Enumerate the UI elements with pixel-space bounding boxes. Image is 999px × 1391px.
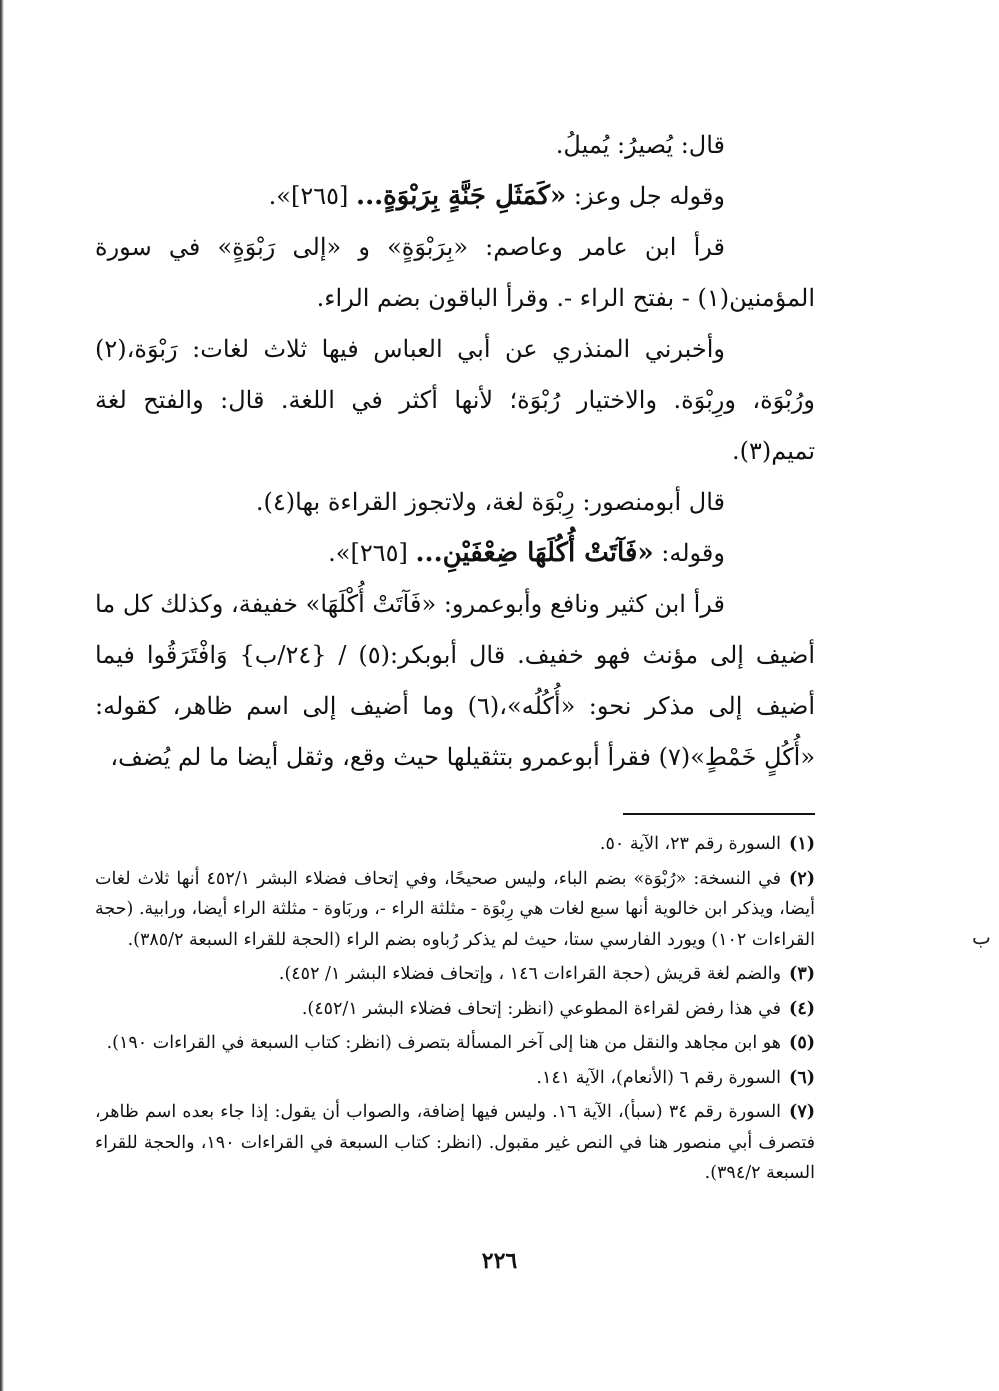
footnote-1 bbox=[95, 829, 815, 860]
quran-verse: «كَمَثَلِ جَنَّةٍ بِرَبْوَةٍ... bbox=[356, 181, 567, 211]
footnotes bbox=[95, 829, 815, 1189]
paragraph-2: وقوله جل وعز: «كَمَثَلِ جَنَّةٍ بِرَبْوَةٍ... [٢٦٥]». bbox=[268, 181, 725, 211]
footnote-number: (٢) bbox=[789, 868, 815, 889]
footnote-number: (٧) bbox=[789, 1102, 815, 1122]
paragraph-5: قال أبومنصور: رِبْوَة لغة، ولاتجوز القراءة بها(٤). bbox=[255, 488, 725, 516]
footnote-number: (٤) bbox=[789, 998, 815, 1019]
footnote-text: والضم لغة قريش (حجة القراءات ١٤٦ ، وإتحاف فضلاء البشر ١/ ٤٥٢). bbox=[278, 964, 782, 984]
paragraph-4: وأخبرني المنذري عن أبي العباس فيها ثلاث لغات: رَبْوَة،(٢) ورُبْوَة، ورِبْوَة. والاختيار رُبْوَة؛ لأنها أكثر في اللغة. قال: والفتح لغة تميم(٣). bbox=[95, 335, 815, 465]
quran-verse: «فَآتَتْ أُكُلَهَا ضِعْفَيْنِ... bbox=[415, 538, 654, 568]
footnote-text: السورة رقم ٣٤ (سبأ)، الآية ١٦. وليس فيها إضافة، والصواب أن يقول: إذا جاء بعده اسم ظاهر، فتصرف أبي منصور هنا في النص غير مقبول. (انظر: كتاب السبعة في القراءات ١٩٠، والحجة للقراء السبعة ٣٩٤/٢). bbox=[95, 1102, 815, 1183]
footnote-text: السورة رقم ٦ (الأنعام)، الآية ١٤١. bbox=[536, 1067, 782, 1088]
footnote-4 bbox=[95, 994, 815, 1025]
paragraph-1: قال: يُصيرُ: يُميلُ. bbox=[555, 131, 725, 159]
page-content bbox=[95, 120, 815, 1193]
footnote-text: في هذا رفض لقراءة المطوعي (انظر: إتحاف فضلاء البشر ٤٥٢/١). bbox=[301, 998, 782, 1019]
footnote-3 bbox=[95, 959, 815, 990]
footnote-number: (٣) bbox=[789, 964, 815, 984]
footnote-text: في النسخة: «رُبْوَة» بضم الباء، وليس صحيحًا، وفي إتحاف فضلاء البشر ٤٥٢/١ أنها ثلاث لغات أيضا، ويذكر ابن خالوية أنها سبع لغات هي رِبْوَة - مثلثة الراء -، وربَاوة - مثلثة الراء أيضا، ورابية. (حجة القراءات ١٠٢) ويورد الفارسي ستا، حيث لم يذكر رُباوه بضم الراء (الحجة للقراء السبعة ٣٨٥/٢). bbox=[95, 868, 815, 950]
footnote-7 bbox=[95, 1097, 815, 1189]
paragraph-3: قرأ ابن عامر وعاصم: «بِرَبْوَةٍ» و «إلى رَبْوَةٍ» في سورة المؤمنين(١) - بفتح الراء -. وقرأ الباقون بضم الراء. bbox=[95, 233, 815, 312]
footnote-6 bbox=[95, 1063, 815, 1094]
footnote-text: السورة رقم ٢٣، الآية ٥٠. bbox=[599, 834, 782, 854]
footnote-number: (١) bbox=[789, 834, 815, 854]
footnote-number: (٦) bbox=[789, 1067, 815, 1088]
footnote-2 bbox=[95, 864, 815, 956]
footnote-separator bbox=[623, 813, 815, 815]
margin-mark: ب bbox=[972, 925, 991, 949]
paragraph-6: وقوله: «فَآتَتْ أُكُلَهَا ضِعْفَيْنِ... [٢٦٥]». bbox=[328, 538, 725, 568]
main-text bbox=[95, 120, 815, 783]
page-number: ٢٢٦ bbox=[481, 1248, 518, 1274]
page-edge-shadow bbox=[0, 0, 4, 1391]
footnote-5 bbox=[95, 1028, 815, 1059]
footnote-number: (٥) bbox=[789, 1033, 815, 1053]
footnote-text: هو ابن مجاهد والنقل من هنا إلى آخر المسألة بتصرف (انظر: كتاب السبعة في القراءات ١٩٠). bbox=[106, 1033, 782, 1053]
paragraph-7: قرأ ابن كثير ونافع وأبوعمرو: «فَآتَتْ أُكْلَهَا» خفيفة، وكذلك كل ما أضيف إلى مؤنث فهو خفيف. قال أبوبكر:(٥) / {٢٤/ب} وَافْتَرَقُوا فيما أضيف إلى مذكر نحو: «أُكُلُه»،(٦) وما أضيف إلى اسم ظاهر، كقوله: «أُكُلٍ خَمْطٍ»(٧) فقرأ أبوعمرو بتثقيلها حيث وقع، وثقل أيضا ما لم يُضف، bbox=[95, 590, 815, 771]
